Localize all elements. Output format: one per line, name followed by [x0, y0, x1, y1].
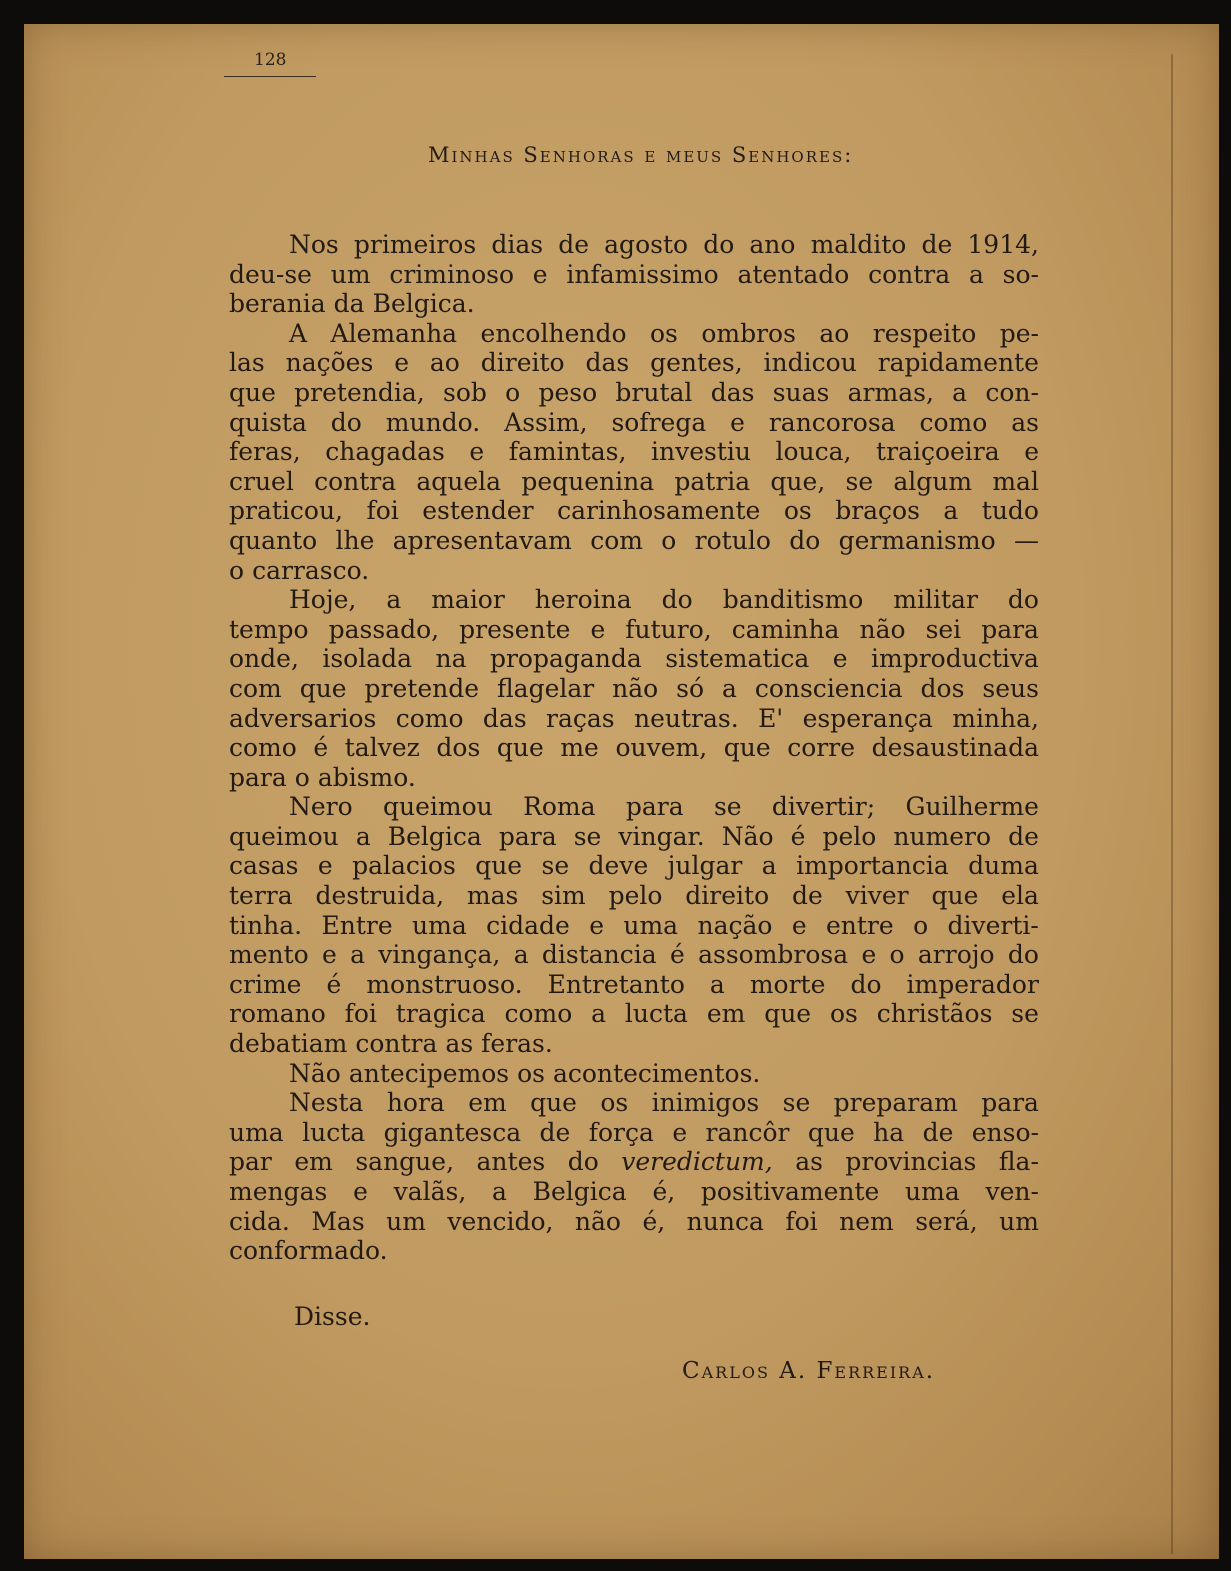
text-line: adversarios como das raças neutras. E' esperança minha,	[229, 703, 1039, 733]
text-line: mengas e valãs, a Belgica é, positivamente uma ven-	[229, 1177, 1039, 1206]
text-line: Nesta hora em que os inimigos se preparam para	[289, 1088, 1039, 1118]
text-line: berania da Belgica.	[229, 289, 475, 319]
text-line: debatiam contra as feras.	[229, 1029, 553, 1059]
text-line: par em sangue, antes do veredictum, as provincias fla-	[229, 1147, 1039, 1177]
page-edge-shadow	[1171, 54, 1179, 1554]
page-number-rule	[224, 76, 316, 77]
text-line: Hoje, a maior heroina do banditismo militar do	[289, 585, 1039, 615]
text-line: tinha. Entre uma cidade e uma nação e entre o diverti-	[229, 910, 1039, 940]
body-text	[229, 230, 1039, 1266]
text-line: deu-se um criminoso e infamissimo atentado contra a so-	[229, 259, 1039, 289]
salutation-heading: Minhas Senhoras e meus Senhores:	[428, 143, 854, 167]
closing-word: Disse.	[294, 1302, 371, 1331]
text-line: feras, chagadas e famintas, investiu louca, traiçoeira e	[229, 437, 1039, 467]
text-line: uma lucta gigantesca de força e rancôr que ha de enso-	[229, 1117, 1039, 1147]
text-line: praticou, foi estender carinhosamente os braços a tudo	[229, 496, 1039, 526]
text-line: crime é monstruoso. Entretanto a morte do imperador	[229, 969, 1039, 999]
text-line: quanto lhe apresentavam com o rotulo do germanismo —	[229, 525, 1039, 555]
text-line: para o abismo.	[229, 762, 416, 792]
text-line: o carrasco.	[229, 555, 370, 585]
text-line: Não antecipemos os acontecimentos.	[289, 1058, 761, 1088]
text-line: conformado.	[229, 1236, 388, 1266]
text-line: tempo passado, presente e futuro, caminha não sei para	[229, 614, 1039, 644]
text-line: cida. Mas um vencido, não é, nunca foi nem será, um	[229, 1206, 1039, 1236]
author-signature: Carlos A. Ferreira.	[682, 1358, 936, 1384]
text-line: queimou a Belgica para se vingar. Não é pelo numero de	[229, 821, 1039, 851]
text-line: cruel contra aquela pequenina patria que, se algum mal	[229, 466, 1039, 496]
text-line: quista do mundo. Assim, sofrega e rancorosa como as	[229, 407, 1039, 437]
text-line: terra destruida, mas sim pelo direito de viver que ela	[229, 881, 1039, 911]
text-line: que pretendia, sob o peso brutal das suas armas, a con-	[229, 377, 1039, 407]
text-line: casas e palacios que se deve julgar a importancia duma	[229, 851, 1039, 881]
text-line: onde, isolada na propaganda sistematica e improductiva	[229, 644, 1039, 674]
text-line: A Alemanha encolhendo os ombros ao respeito pe-	[289, 318, 1039, 348]
text-line: las nações e ao direito das gentes, indicou rapidamente	[229, 348, 1039, 378]
text-line: como é talvez dos que me ouvem, que corre desaustinada	[229, 733, 1039, 763]
text-line: com que pretende flagelar não só a consciencia dos seus	[229, 673, 1039, 703]
text-line: Nos primeiros dias de agosto do ano maldito de 1914,	[289, 230, 1039, 259]
page-number: 128	[254, 50, 287, 70]
text-line: romano foi tragica como a lucta em que os christãos se	[229, 999, 1039, 1029]
text-line: mento e a vingança, a distancia é assombrosa e o arrojo do	[229, 940, 1039, 970]
text-line: Nero queimou Roma para se divertir; Guilherme	[289, 792, 1039, 822]
